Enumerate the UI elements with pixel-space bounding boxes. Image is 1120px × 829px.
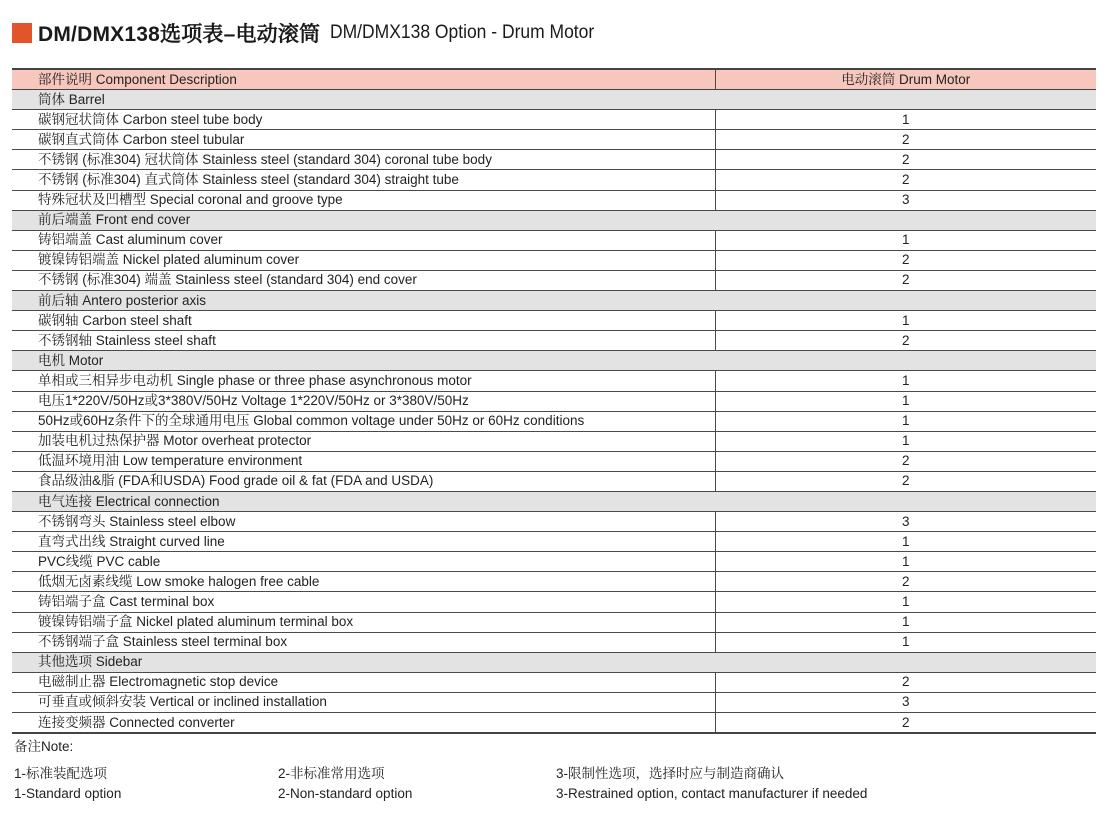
table-row: [12, 190, 1096, 210]
option-value: 2: [715, 150, 1096, 170]
note-3-cn: 3-限制性选项，选择时应与制造商确认: [556, 766, 785, 781]
group-label: 电气连接 Electrical connection: [12, 491, 1096, 511]
table-row: [12, 391, 1096, 411]
option-value: 1: [715, 311, 1096, 331]
component-description: 不锈钢轴 Stainless steel shaft: [12, 331, 715, 351]
option-value: 2: [715, 451, 1096, 471]
page-title: [12, 18, 617, 48]
header-drum-motor: 电动滚筒 Drum Motor: [715, 69, 1096, 90]
component-description: 镀镍铸铝端盖 Nickel plated aluminum cover: [12, 250, 715, 270]
table-row: [12, 170, 1096, 190]
table-group-row: [12, 652, 1096, 672]
group-label: 前后轴 Antero posterior axis: [12, 291, 1096, 311]
component-description: 食品级油&脂 (FDA和USDA) Food grade oil & fat (FDA and USDA): [12, 471, 715, 491]
table-group-row: [12, 491, 1096, 511]
table-row: [12, 431, 1096, 451]
option-value: 1: [715, 371, 1096, 391]
note-2-en: 2-Non-standard option: [278, 786, 413, 801]
table-row: [12, 672, 1096, 692]
component-description: 不锈钢 (标准304) 冠状筒体 Stainless steel (standard 304) coronal tube body: [12, 150, 715, 170]
option-value: 2: [715, 130, 1096, 150]
table-row: [12, 130, 1096, 150]
option-value: 1: [715, 632, 1096, 652]
table-header-row: [12, 69, 1096, 90]
table-row: [12, 612, 1096, 632]
table-row: [12, 250, 1096, 270]
table-row: [12, 512, 1096, 532]
table-group-row: [12, 351, 1096, 371]
option-value: 1: [715, 552, 1096, 572]
component-description: 不锈钢 (标准304) 端盖 Stainless steel (standard 304) end cover: [12, 270, 715, 290]
component-description: 不锈钢 (标准304) 直式筒体 Stainless steel (standard 304) straight tube: [12, 170, 715, 190]
table-row: [12, 230, 1096, 250]
option-value: 2: [715, 713, 1096, 734]
component-description: 低烟无卤素线缆 Low smoke halogen free cable: [12, 572, 715, 592]
title-chinese: DM/DMX138选项表–电动滚筒: [38, 23, 321, 46]
option-value: 2: [715, 572, 1096, 592]
component-description: 碳钢直式筒体 Carbon steel tubular: [12, 130, 715, 150]
component-description: 单相或三相异步电动机 Single phase or three phase asynchronous motor: [12, 371, 715, 391]
group-label: 前后端盖 Front end cover: [12, 210, 1096, 230]
option-value: 1: [715, 431, 1096, 451]
title-english: DM/DMX138 Option - Drum Motor: [330, 22, 595, 43]
table-row: [12, 471, 1096, 491]
table-row: [12, 411, 1096, 431]
table-row: [12, 110, 1096, 130]
option-value: 1: [715, 532, 1096, 552]
option-value: 1: [715, 612, 1096, 632]
component-description: 碳钢冠状筒体 Carbon steel tube body: [12, 110, 715, 130]
table-row: [12, 371, 1096, 391]
table-group-row: [12, 210, 1096, 230]
component-description: PVC线缆 PVC cable: [12, 552, 715, 572]
table-row: [12, 552, 1096, 572]
table-row: [12, 532, 1096, 552]
component-description: 不锈钢端子盒 Stainless steel terminal box: [12, 632, 715, 652]
component-description: 电压1*220V/50Hz或3*380V/50Hz Voltage 1*220V/50Hz or 3*380V/50Hz: [12, 391, 715, 411]
group-label: 其他选项 Sidebar: [12, 652, 1096, 672]
table-row: [12, 311, 1096, 331]
option-value: 1: [715, 391, 1096, 411]
component-description: 加装电机过热保护器 Motor overheat protector: [12, 431, 715, 451]
option-value: 1: [715, 411, 1096, 431]
table-row: [12, 451, 1096, 471]
option-value: 2: [715, 270, 1096, 290]
component-description: 不锈钢弯头 Stainless steel elbow: [12, 512, 715, 532]
table-row: [12, 331, 1096, 351]
component-description: 镀镍铸铝端子盒 Nickel plated aluminum terminal box: [12, 612, 715, 632]
note-1-en: 1-Standard option: [14, 786, 122, 801]
table-row: [12, 632, 1096, 652]
option-value: 1: [715, 110, 1096, 130]
table-group-row: [12, 90, 1096, 110]
group-label: 电机 Motor: [12, 351, 1096, 371]
option-value: 2: [715, 250, 1096, 270]
option-value: 2: [715, 170, 1096, 190]
component-description: 连接变频器 Connected converter: [12, 713, 715, 734]
table-row: [12, 572, 1096, 592]
title-marker-square: [12, 23, 32, 43]
option-value: 1: [715, 230, 1096, 250]
option-table: [12, 68, 1096, 734]
component-description: 铸铝端盖 Cast aluminum cover: [12, 230, 715, 250]
option-value: 2: [715, 331, 1096, 351]
option-value: 3: [715, 190, 1096, 210]
table-row: [12, 592, 1096, 612]
group-label: 筒体 Barrel: [12, 90, 1096, 110]
component-description: 铸铝端子盒 Cast terminal box: [12, 592, 715, 612]
option-value: 2: [715, 672, 1096, 692]
component-description: 低温环境用油 Low temperature environment: [12, 451, 715, 471]
option-value: 2: [715, 471, 1096, 491]
note-2-cn: 2-非标准常用选项: [278, 766, 385, 781]
component-description: 特殊冠状及凹槽型 Special coronal and groove type: [12, 190, 715, 210]
table-row: [12, 150, 1096, 170]
component-description: 直弯式出线 Straight curved line: [12, 532, 715, 552]
component-description: 电磁制止器 Electromagnetic stop device: [12, 672, 715, 692]
notes-heading: 备注Note:: [14, 739, 74, 754]
table-row: [12, 692, 1096, 712]
table-body: [12, 90, 1096, 734]
header-component-description: 部件说明 Component Description: [12, 69, 715, 90]
option-value: 3: [715, 512, 1096, 532]
option-value: 1: [715, 592, 1096, 612]
note-3-en: 3-Restrained option, contact manufacturer if needed: [556, 786, 868, 801]
table-row: [12, 713, 1096, 734]
option-value: 3: [715, 692, 1096, 712]
table-group-row: [12, 291, 1096, 311]
component-description: 50Hz或60Hz条件下的全球通用电压 Global common voltage under 50Hz or 60Hz conditions: [12, 411, 715, 431]
component-description: 碳钢轴 Carbon steel shaft: [12, 311, 715, 331]
table-row: [12, 270, 1096, 290]
component-description: 可垂直或倾斜安装 Vertical or inclined installation: [12, 692, 715, 712]
note-1-cn: 1-标准装配选项: [14, 766, 108, 781]
